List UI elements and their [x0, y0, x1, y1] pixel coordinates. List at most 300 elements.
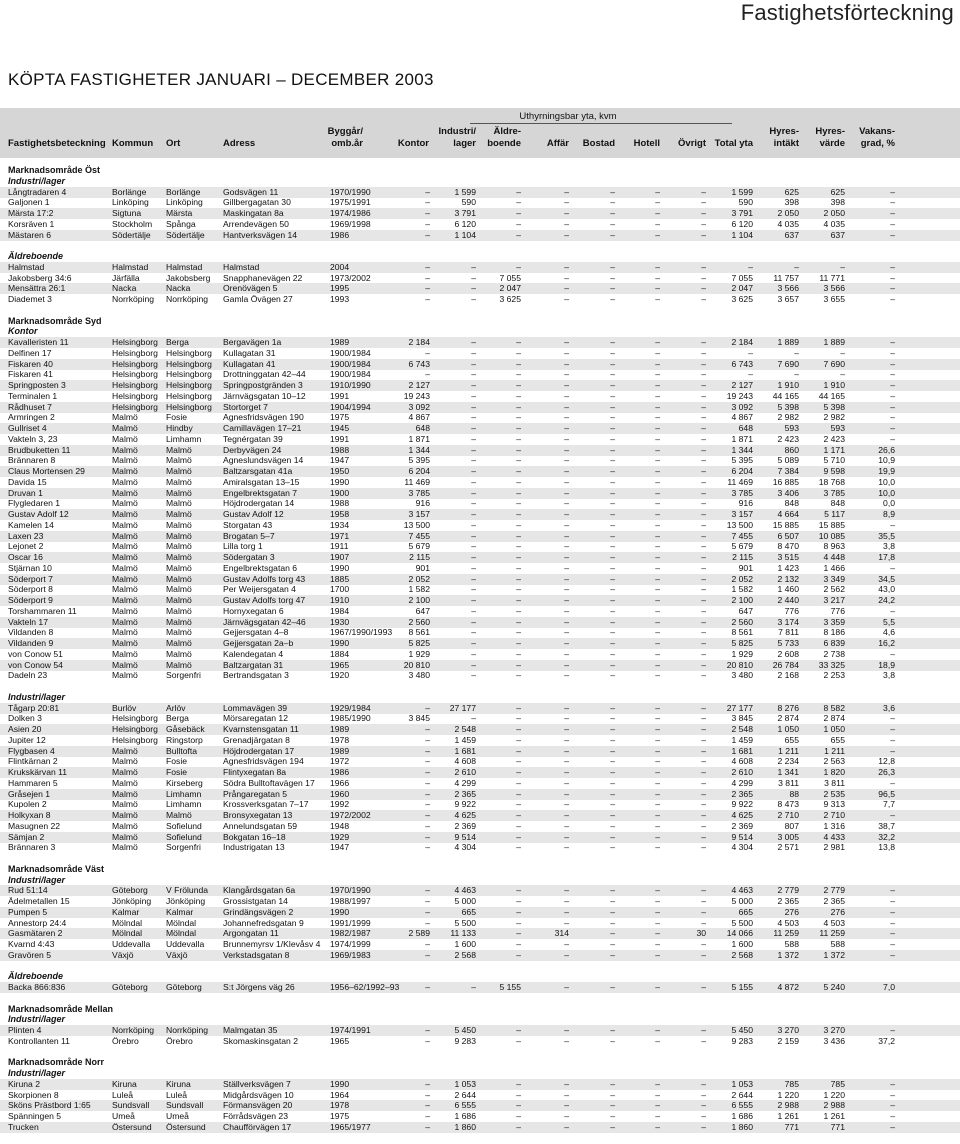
cell-hyresvarde: 3 349 — [823, 573, 845, 584]
cell-bostad: – — [610, 498, 615, 509]
cell-hyresvarde: 2 365 — [823, 896, 845, 906]
cell-hyresvarde: 1 261 — [823, 1111, 845, 1121]
cell-vakansgrad: 17,8 — [878, 552, 895, 562]
cell-kontor: 916 — [415, 498, 430, 509]
cell-kontor: 5 825 — [408, 638, 430, 648]
cell-kommun: Malmö — [112, 466, 138, 476]
cell-industri-lager: 6 120 — [454, 218, 476, 229]
cell-hotell: – — [655, 562, 660, 573]
cell-bostad: – — [610, 885, 615, 896]
cell-industri-lager: 1 600 — [454, 939, 476, 949]
market-area-heading — [0, 1057, 960, 1068]
cell-ovrigt: – — [701, 724, 706, 734]
cell-bostad: – — [610, 412, 615, 423]
cell-hyresintakt: 771 — [784, 1121, 799, 1132]
cell-vakansgrad: – — [890, 294, 895, 304]
cell-vakansgrad: – — [890, 1078, 895, 1089]
cell-aldreboende: – — [516, 519, 521, 530]
cell-kommun: Halmstad — [112, 261, 149, 272]
cell-adress: Gejjersgatan 2a–b — [223, 638, 294, 648]
cell-hyresvarde: 2 562 — [823, 584, 845, 595]
cell-bostad: – — [610, 906, 615, 917]
cell-hyresintakt: 8 473 — [777, 799, 799, 810]
cell-fastighetsbeteckning: Tågarp 20:81 — [8, 702, 60, 713]
cell-hyresvarde: 5 398 — [823, 401, 845, 412]
cell-hyresvarde: 637 — [830, 229, 845, 240]
cell-kontor: 3 480 — [408, 670, 430, 681]
cell-aldreboende: 5 155 — [499, 982, 521, 992]
cell-byggar: 1986 — [330, 767, 350, 777]
table-row — [0, 1122, 960, 1133]
cell-aldreboende: – — [516, 186, 521, 197]
cell-kontor: – — [425, 777, 430, 788]
cell-kommun: Kiruna — [112, 1078, 137, 1089]
cell-byggar: 1991 — [330, 390, 350, 401]
cell-bostad: – — [610, 390, 615, 401]
cell-hotell: – — [655, 261, 660, 272]
cell-ovrigt: – — [701, 842, 706, 853]
cell-affar: – — [564, 1111, 569, 1121]
cell-bostad: – — [610, 788, 615, 799]
header-adress: Adress — [223, 138, 256, 149]
cell-bostad: – — [610, 272, 615, 283]
cell-adress: Malmgatan 35 — [223, 1025, 278, 1035]
cell-affar: – — [564, 433, 569, 444]
cell-ovrigt: – — [701, 369, 706, 380]
cell-vakansgrad: – — [890, 777, 895, 788]
cell-ort: Uddevalla — [166, 939, 205, 949]
cell-ovrigt: – — [701, 831, 706, 842]
cell-adress: Prångaregatan 5 — [223, 788, 288, 799]
table-row — [0, 595, 960, 606]
cell-vakansgrad: – — [890, 337, 895, 347]
cell-vakansgrad: – — [890, 1121, 895, 1132]
cell-kommun: Malmö — [112, 799, 138, 810]
cell-ort: Malmö — [166, 519, 192, 530]
cell-kommun: Borlänge — [112, 186, 147, 197]
cell-hyresvarde: 1 171 — [823, 444, 845, 455]
cell-byggar: 1969/1998 — [330, 218, 371, 229]
cell-affar: – — [564, 1121, 569, 1132]
cell-hotell: – — [655, 584, 660, 595]
cell-aldreboende: – — [516, 562, 521, 573]
cell-kontor: – — [425, 788, 430, 799]
cell-ovrigt: – — [701, 1111, 706, 1121]
cell-hyresintakt: 8 276 — [777, 702, 799, 713]
table-row — [0, 337, 960, 348]
cell-industri-lager: 2 610 — [454, 767, 476, 777]
cell-byggar: 1929 — [330, 831, 350, 842]
table-row — [0, 713, 960, 724]
cell-hotell: – — [655, 982, 660, 992]
cell-aldreboende: – — [516, 627, 521, 638]
cell-total-yta: 5 679 — [731, 541, 753, 552]
cell-adress: Kvarnstensgatan 11 — [223, 724, 299, 734]
cell-kontor: – — [425, 756, 430, 767]
cell-ort: Mölndal — [166, 917, 197, 928]
cell-aldreboende: – — [516, 670, 521, 681]
cell-industri-lager: 4 299 — [454, 777, 476, 788]
cell-hyresintakt: 8 470 — [777, 541, 799, 552]
cell-bostad: – — [610, 433, 615, 444]
cell-industri-lager: – — [471, 261, 476, 272]
cell-byggar: 1989 — [330, 745, 350, 756]
cell-bostad: – — [610, 444, 615, 455]
cell-ort: Malmö — [166, 562, 192, 573]
cell-ovrigt: – — [701, 358, 706, 369]
cell-adress: Gamla Övägen 27 — [223, 294, 293, 304]
table-row — [0, 982, 960, 993]
cell-adress: Kullagatan 31 — [223, 347, 276, 358]
cell-affar: – — [564, 648, 569, 659]
cell-hyresvarde: 4 035 — [823, 218, 845, 229]
cell-hyresintakt: 860 — [784, 444, 799, 455]
cell-hyresvarde: 2 253 — [823, 670, 845, 681]
cell-aldreboende: – — [516, 466, 521, 476]
cell-hotell: – — [655, 713, 660, 724]
cell-adress: Grindängsvägen 2 — [223, 906, 294, 917]
cell-total-yta: 916 — [738, 498, 753, 509]
cell-hotell: – — [655, 347, 660, 358]
header-fastighetsbeteckning: Fastighetsbeteckning — [8, 138, 106, 149]
cell-bostad: – — [610, 358, 615, 369]
cell-aldreboende: – — [516, 616, 521, 627]
cell-kontor: 648 — [415, 423, 430, 433]
cell-affar: – — [564, 573, 569, 584]
cell-hyresvarde: 276 — [830, 906, 845, 917]
cell-total-yta: 8 561 — [731, 627, 753, 638]
cell-hyresvarde: 5 240 — [823, 982, 845, 992]
subheading-label: Industri/lager — [8, 691, 66, 702]
cell-adress: Baltzarsgatan 41a — [223, 466, 293, 476]
cell-industri-lager: – — [471, 337, 476, 347]
cell-hyresintakt: 44 165 — [772, 390, 799, 401]
cell-aldreboende: 7 055 — [499, 272, 521, 283]
cell-fastighetsbeteckning: Kupolen 2 — [8, 799, 47, 810]
cell-fastighetsbeteckning: Pumpen 5 — [8, 906, 48, 917]
cell-hotell: – — [655, 939, 660, 949]
cell-fastighetsbeteckning: Delfinen 17 — [8, 347, 52, 358]
cell-vakansgrad: 3,6 — [883, 702, 895, 713]
cell-aldreboende: – — [516, 390, 521, 401]
cell-fastighetsbeteckning: Rådhuset 7 — [8, 401, 52, 412]
cell-ovrigt: – — [701, 487, 706, 498]
cell-vakansgrad: – — [890, 519, 895, 530]
cell-ovrigt: – — [701, 444, 706, 455]
cell-hyresintakt: 655 — [784, 734, 799, 745]
cell-kommun: Malmö — [112, 412, 138, 423]
cell-industri-lager: – — [471, 401, 476, 412]
cell-fastighetsbeteckning: Skorpionen 8 — [8, 1089, 59, 1100]
cell-kontor: 3 785 — [408, 487, 430, 498]
cell-ort: Sundsvall — [166, 1100, 204, 1111]
cell-byggar: 1982/1987 — [330, 928, 371, 939]
cell-total-yta: 1 053 — [731, 1078, 753, 1089]
cell-adress: Agnesfridsvägen 194 — [223, 756, 304, 767]
cell-kommun: Helsingborg — [112, 380, 158, 390]
cell-hotell: – — [655, 788, 660, 799]
cell-total-yta: 4 463 — [731, 885, 753, 896]
cell-industri-lager: 5 000 — [454, 896, 476, 906]
cell-aldreboende: – — [516, 713, 521, 724]
cell-ort: Malmö — [166, 487, 192, 498]
cell-vakansgrad: – — [890, 713, 895, 724]
cell-bostad: – — [610, 713, 615, 724]
table-row — [0, 885, 960, 896]
cell-kontor: – — [425, 831, 430, 842]
cell-hyresintakt: 3 515 — [777, 552, 799, 562]
cell-bostad: – — [610, 1121, 615, 1132]
cell-ort: Berga — [166, 713, 189, 724]
cell-ort: Helsingborg — [166, 358, 212, 369]
cell-byggar: 1900 — [330, 487, 350, 498]
cell-adress: Förmansvägen 20 — [223, 1100, 293, 1111]
cell-total-yta: 3 625 — [731, 294, 753, 304]
cell-ort: Fosie — [166, 412, 188, 423]
cell-bostad: – — [610, 896, 615, 906]
cell-hyresintakt: 11 757 — [773, 272, 799, 283]
cell-ovrigt: – — [701, 949, 706, 960]
cell-kommun: Malmö — [112, 444, 138, 455]
cell-adress: Gustav Adolfs torg 43 — [223, 573, 306, 584]
table-row — [0, 606, 960, 617]
subheading-label: Industri/lager — [8, 175, 66, 186]
cell-adress: Lilla torg 1 — [223, 541, 263, 552]
cell-total-yta: – — [748, 261, 753, 272]
cell-adress: Höjdrodergatan 14 — [223, 498, 295, 509]
cell-fastighetsbeteckning: Gravören 5 — [8, 949, 51, 960]
cell-ovrigt: – — [701, 229, 706, 240]
cell-kontor: 901 — [415, 562, 430, 573]
cell-adress: Halmstad — [223, 261, 260, 272]
header-total-yta: Total yta — [714, 138, 753, 149]
cell-total-yta: 7 455 — [731, 530, 753, 541]
cell-hyresvarde: 3 436 — [823, 1035, 845, 1046]
cell-fastighetsbeteckning: Asien 20 — [8, 724, 42, 734]
cell-total-yta: 14 066 — [726, 928, 753, 939]
cell-ort: Sofielund — [166, 820, 202, 831]
cell-kontor: – — [425, 734, 430, 745]
cell-hotell: – — [655, 530, 660, 541]
table-row — [0, 821, 960, 832]
cell-ovrigt: – — [701, 799, 706, 810]
category-heading — [0, 1014, 960, 1025]
cell-hyresintakt: 7 384 — [777, 466, 799, 476]
cell-aldreboende: – — [516, 734, 521, 745]
cell-aldreboende: – — [516, 756, 521, 767]
cell-hyresintakt: 2 159 — [777, 1035, 799, 1046]
cell-byggar: 1992 — [330, 799, 350, 810]
cell-ovrigt: – — [701, 1078, 706, 1089]
cell-ort: Ringstorp — [166, 734, 203, 745]
cell-hyresintakt: – — [794, 261, 799, 272]
table-row — [0, 950, 960, 961]
cell-vakansgrad: 5,5 — [883, 616, 895, 627]
cell-vakansgrad: – — [890, 1089, 895, 1100]
cell-ort: Malmö — [166, 509, 192, 519]
cell-vakansgrad: – — [890, 369, 895, 380]
cell-byggar: 1978 — [330, 734, 350, 745]
cell-adress: Annelundsgatan 59 — [223, 820, 298, 831]
cell-hyresvarde: 10 085 — [818, 530, 845, 541]
cell-aldreboende: – — [516, 777, 521, 788]
cell-hotell: – — [655, 1100, 660, 1111]
cell-aldreboende: 3 625 — [499, 294, 521, 304]
cell-affar: – — [564, 896, 569, 906]
cell-ort: Helsingborg — [166, 390, 212, 401]
cell-industri-lager: – — [471, 541, 476, 552]
cell-hyresintakt: 3 005 — [777, 831, 799, 842]
cell-fastighetsbeteckning: Torshammaren 11 — [8, 605, 77, 616]
cell-industri-lager: 5 450 — [454, 1025, 476, 1035]
cell-industri-lager: 4 463 — [454, 885, 476, 896]
cell-bostad: – — [610, 552, 615, 562]
cell-vakansgrad: – — [890, 928, 895, 939]
cell-fastighetsbeteckning: Diademet 3 — [8, 294, 52, 304]
cell-hotell: – — [655, 283, 660, 294]
cell-bostad: – — [610, 466, 615, 476]
cell-aldreboende: – — [516, 541, 521, 552]
cell-byggar: 1950 — [330, 466, 350, 476]
cell-fastighetsbeteckning: Gråsejen 1 — [8, 788, 51, 799]
cell-aldreboende: – — [516, 584, 521, 595]
cell-bostad: – — [610, 1089, 615, 1100]
cell-ort: Kirseberg — [166, 777, 203, 788]
cell-total-yta: 5 500 — [731, 917, 753, 928]
table-row — [0, 703, 960, 714]
table-row — [0, 412, 960, 423]
cell-ort: Helsingborg — [166, 369, 212, 380]
cell-industri-lager: – — [471, 358, 476, 369]
cell-hyresvarde: 3 270 — [823, 1025, 845, 1035]
cell-bostad: – — [610, 756, 615, 767]
cell-adress: Engelbrektsgatan 7 — [223, 487, 298, 498]
cell-industri-lager: 1 860 — [454, 1121, 476, 1132]
table-row — [0, 842, 960, 853]
table-row — [0, 434, 960, 445]
cell-ort: Norrköping — [166, 1025, 209, 1035]
cell-hotell: – — [655, 949, 660, 960]
cell-total-yta: 20 810 — [726, 659, 753, 670]
cell-industri-lager: – — [471, 272, 476, 283]
cell-total-yta: 4 299 — [731, 777, 753, 788]
cell-adress: Agnesfridsvägen 190 — [223, 412, 304, 423]
cell-kommun: Malmö — [112, 433, 138, 444]
cell-affar: – — [564, 552, 569, 562]
cell-total-yta: 6 555 — [731, 1100, 753, 1111]
cell-hyresvarde: 3 359 — [823, 616, 845, 627]
cell-total-yta: 2 100 — [731, 595, 753, 605]
table-row — [0, 928, 960, 939]
cell-hyresintakt: 11 259 — [773, 928, 799, 939]
cell-affar: – — [564, 939, 569, 949]
cell-hyresvarde: 2 982 — [823, 412, 845, 423]
cell-ovrigt: – — [701, 906, 706, 917]
cell-byggar: 1900/1984 — [330, 358, 371, 369]
cell-kontor: – — [425, 1078, 430, 1089]
table-row — [0, 778, 960, 789]
cell-ovrigt: 30 — [696, 928, 706, 939]
cell-hotell: – — [655, 1111, 660, 1121]
cell-affar: – — [564, 562, 569, 573]
cell-hyresintakt: 2 168 — [777, 670, 799, 681]
cell-kontor: 6 204 — [408, 466, 430, 476]
cell-kommun: Nacka — [112, 283, 137, 294]
cell-adress: Grossistgatan 14 — [223, 896, 288, 906]
cell-ort: Halmstad — [166, 261, 203, 272]
cell-aldreboende: – — [516, 412, 521, 423]
cell-fastighetsbeteckning: Vakteln 3, 23 — [8, 433, 58, 444]
cell-fastighetsbeteckning: Oscar 16 — [8, 552, 43, 562]
cell-kommun: Helsingborg — [112, 390, 158, 401]
cell-total-yta: – — [748, 347, 753, 358]
cell-kommun: Jönköping — [112, 896, 152, 906]
cell-kommun: Sundsvall — [112, 1100, 150, 1111]
table-row — [0, 810, 960, 821]
cell-total-yta: 2 115 — [732, 552, 753, 562]
cell-vakansgrad: 10,0 — [878, 476, 895, 487]
cell-industri-lager: 9 922 — [454, 799, 476, 810]
cell-affar: – — [564, 724, 569, 734]
cell-total-yta: 9 283 — [731, 1035, 753, 1046]
cell-affar: – — [564, 949, 569, 960]
cell-ort: Luleå — [166, 1089, 188, 1100]
cell-affar: – — [564, 358, 569, 369]
market-area-heading — [0, 864, 960, 875]
cell-bostad: – — [610, 605, 615, 616]
cell-aldreboende: 2 047 — [499, 283, 521, 294]
cell-bostad: – — [610, 369, 615, 380]
cell-aldreboende: – — [516, 595, 521, 605]
cell-byggar: 1974/1999 — [330, 939, 371, 949]
cell-byggar: 1966 — [330, 777, 350, 788]
cell-ovrigt: – — [701, 820, 706, 831]
cell-kommun: Umeå — [112, 1111, 135, 1121]
cell-industri-lager: 4 304 — [454, 842, 476, 853]
cell-total-yta: 3 845 — [731, 713, 753, 724]
cell-ort: Sorgenfri — [166, 670, 201, 681]
cell-bostad: – — [610, 767, 615, 777]
cell-bostad: – — [610, 734, 615, 745]
cell-hyresvarde: 655 — [830, 734, 845, 745]
cell-affar: 314 — [554, 928, 569, 939]
cell-affar: – — [564, 820, 569, 831]
cell-ort: Hindby — [166, 423, 193, 433]
cell-fastighetsbeteckning: Laxen 23 — [8, 530, 44, 541]
table-row — [0, 197, 960, 208]
cell-aldreboende: – — [516, 1025, 521, 1035]
cell-total-yta: 1 104 — [731, 229, 753, 240]
cell-kontor: – — [425, 1111, 430, 1121]
cell-hyresintakt: 848 — [784, 498, 799, 509]
cell-hotell: – — [655, 390, 660, 401]
cell-hyresintakt: – — [794, 369, 799, 380]
header-affar: Affär — [546, 138, 569, 149]
cell-total-yta: 3 092 — [731, 401, 753, 412]
cell-kommun: Helsingborg — [112, 713, 158, 724]
cell-total-yta: 5 155 — [731, 982, 753, 992]
cell-affar: – — [564, 444, 569, 455]
cell-kontor: 1 344 — [408, 444, 430, 455]
cell-hyresvarde: 2 874 — [823, 713, 845, 724]
cell-kommun: Helsingborg — [112, 337, 158, 347]
cell-hyresintakt: 2 440 — [777, 595, 799, 605]
cell-bostad: – — [610, 648, 615, 659]
cell-aldreboende: – — [516, 401, 521, 412]
cell-hyresvarde: 785 — [830, 1078, 845, 1089]
cell-affar: – — [564, 369, 569, 380]
cell-hotell: – — [655, 498, 660, 509]
